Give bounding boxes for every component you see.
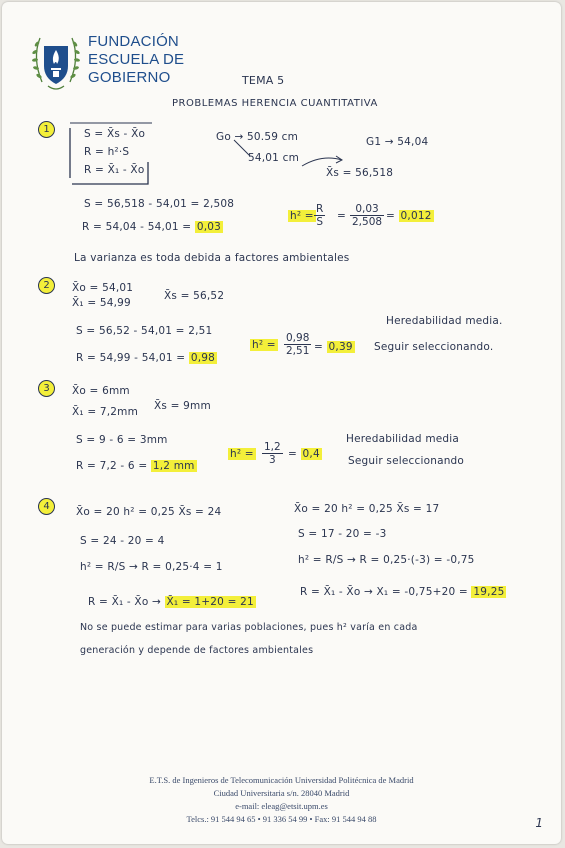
problem-1-h2-num: R (316, 203, 324, 215)
problem-4-left-r (88, 596, 256, 608)
problem-2-h2-result-wrap: = 0,39 (314, 341, 353, 353)
problem-3-h2-text: h² = (230, 448, 254, 460)
footer-line-1: E.T.S. de Ingenieros de Telecomunicación Universidad Politécnica de Madrid (149, 775, 414, 785)
problem-1-h2-result-wrap: = 0,012 (386, 210, 432, 222)
problem-3-r-result: 1,2 mm (152, 460, 195, 472)
problem-3-s-calc: S = 9 - 6 = 3mm (76, 434, 168, 446)
problem-3-x1: X̄₁ = 7,2mm (72, 406, 139, 418)
problem-1-h2-result: 0,012 (400, 210, 432, 222)
problem-3-number: 3 (38, 380, 55, 397)
page-subtitle: PROBLEMAS HERENCIA CUANTITATIVA (172, 98, 378, 109)
problem-1-h2-fraction (314, 203, 325, 228)
problem-4-left-r-text: R = X̄₁ - X̄o → (88, 596, 165, 608)
org-line-1: FUNDACIÓN (88, 33, 179, 50)
problem-2-r-text: R = 54,99 - 54,01 = (76, 352, 189, 364)
problem-1-s-calc: S = 56,518 - 54,01 = 2,508 (84, 198, 235, 210)
problem-4-right-s: S = 17 - 20 = -3 (298, 528, 387, 540)
problem-2-h2-num: 0,98 (286, 332, 310, 344)
org-line-2: ESCUELA DE (88, 51, 185, 68)
footer-email: e-mail: eleag@etsit.upm.es (235, 801, 328, 811)
problem-1-formula-r: R = h²·S (84, 146, 130, 158)
problem-2-s-calc: S = 56,52 - 54,01 = 2,51 (76, 325, 213, 337)
problem-3-h2-result: 0,4 (302, 448, 320, 460)
problem-4-right-given: X̄o = 20 h² = 0,25 X̄s = 17 (294, 503, 440, 515)
problem-1-number: 1 (38, 121, 55, 138)
tema-title: TEMA 5 (242, 74, 285, 87)
problem-3-r-text: R = 7,2 - 6 = (76, 460, 151, 472)
problem-4-right-h2: h² = R/S → R = 0,25·(-3) = -0,75 (298, 554, 475, 566)
problem-4-left-given: X̄o = 20 h² = 0,25 X̄s = 24 (76, 506, 222, 518)
problem-2-h2-fraction (284, 332, 311, 357)
document-page (2, 2, 561, 844)
problem-4-conclusion-line-2: generación y depende de factores ambientales (80, 645, 314, 656)
problem-2-xo: X̄o = 54,01 (72, 282, 134, 294)
problem-4-right-r-result: 19,25 (473, 586, 505, 598)
problem-1-h2-den: S (316, 216, 323, 228)
problem-4-right-r-text: R = X̄₁ - X̄o → X₁ = -0,75+20 = (300, 586, 472, 598)
problem-1-h2-eq: = (337, 210, 346, 222)
problem-1-r-text: R = 54,04 - 54,01 = (82, 221, 195, 233)
problem-1-h2-label (288, 210, 316, 222)
problem-4-right-r (300, 586, 506, 598)
problem-2-h2-den: 2,51 (286, 345, 310, 357)
problem-2-h2-label (250, 339, 278, 351)
problem-4-left-r-result: X̄₁ = 1+20 = 21 (166, 596, 254, 608)
problem-1-h2-den-2: 2,508 (352, 216, 383, 228)
problem-3-h2-label (228, 448, 256, 460)
problem-3-xo: X̄o = 6mm (72, 385, 130, 397)
problem-1-go: Go → 50.59 cm (216, 131, 299, 143)
problem-1-g1: G1 → 54,04 (366, 136, 429, 148)
problem-2-r-calc (76, 352, 217, 364)
org-line-3: GOBIERNO (88, 69, 171, 86)
problem-3-xs: X̄s = 9mm (154, 400, 211, 412)
problem-3-note-2: Seguir seleccionando (348, 455, 465, 467)
problem-1-conclusion: La varianza es toda debida a factores ambientales (74, 252, 350, 264)
problem-1-h2-text: h² = (290, 210, 314, 222)
problem-4-left-h2: h² = R/S → R = 0,25·4 = 1 (80, 561, 223, 573)
problem-1-r-result: 0,03 (196, 221, 222, 233)
problem-3-note-1: Heredabilidad media (346, 433, 460, 445)
problem-2-r-result: 0,98 (190, 352, 216, 364)
problem-1-formula-r2: R = X̄₁ - X̄o (84, 164, 145, 176)
problem-2-h2-result: 0,39 (328, 341, 353, 353)
problem-1-xs: X̄s = 56,518 (326, 167, 394, 179)
footer-phones: Telcs.: 91 544 94 65 • 91 336 54 99 • Fax: 91 544 94 88 (186, 814, 377, 824)
problem-3-r-calc (76, 460, 197, 472)
problem-2-x1: X̄₁ = 54,99 (72, 297, 131, 309)
problem-2-h2-text: h² = (252, 339, 276, 351)
page-number: 1 (535, 816, 543, 830)
problem-1-h2-num-2: 0,03 (350, 203, 384, 216)
problem-1-go-sub: 54,01 cm (248, 152, 299, 164)
problem-3-h2-den: 3 (269, 454, 276, 466)
problem-3-h2-fraction (262, 441, 283, 466)
problem-3-h2-result-wrap: = 0,4 (288, 448, 320, 460)
footer-line-2: Ciudad Universitaria s/n. 28040 Madrid (213, 788, 350, 798)
problem-3-h2-num: 1,2 (264, 441, 281, 453)
problem-4-left-s: S = 24 - 20 = 4 (80, 535, 165, 547)
problem-2-note-2: Seguir seleccionando. (374, 341, 494, 353)
problem-2-note-1: Heredabilidad media. (386, 315, 503, 327)
problem-4-number: 4 (38, 498, 55, 515)
problem-1-r-calc (82, 221, 223, 233)
problem-1-formula-s: S = X̄s - X̄o (84, 128, 146, 140)
problem-2-xs: X̄s = 56,52 (164, 290, 225, 302)
problem-1-h2-fraction-2 (350, 203, 384, 228)
problem-2-number: 2 (38, 277, 55, 294)
problem-4-conclusion-line-1: No se puede estimar para varias poblaciones, pues h² varía en cada (80, 622, 418, 633)
